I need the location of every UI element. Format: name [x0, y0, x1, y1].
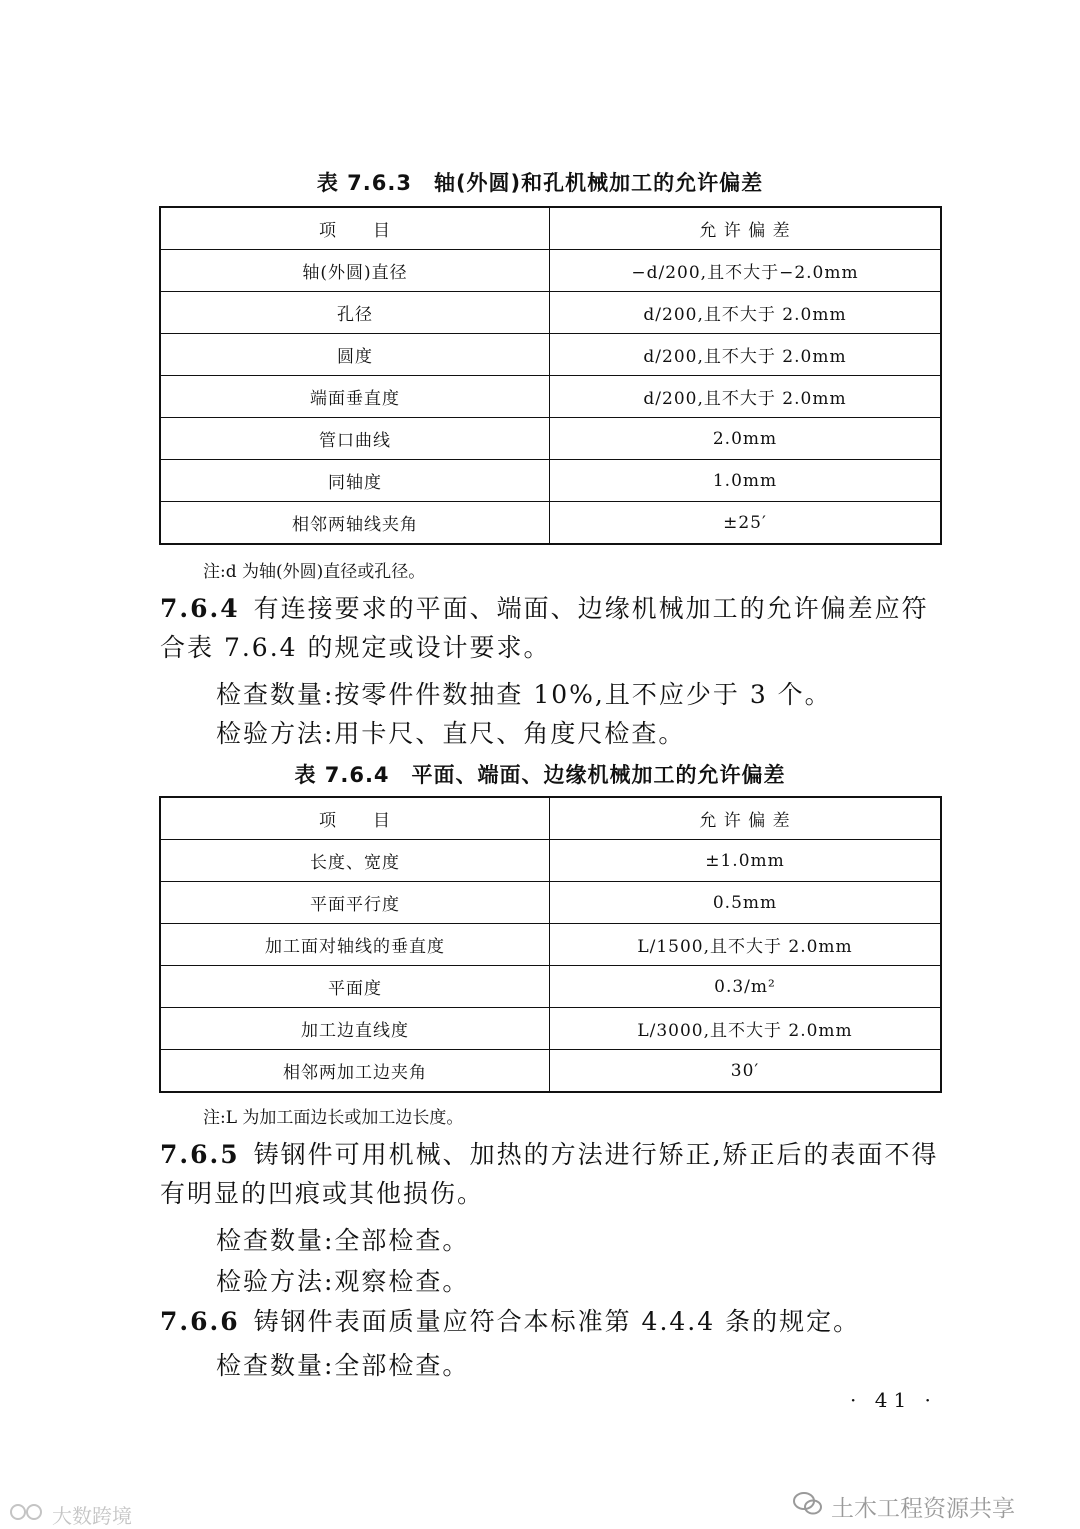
row-tolerance: L/1500,且不大于 2.0mm	[550, 924, 942, 966]
row-tolerance: 0.3/m²	[550, 966, 942, 1008]
table-row	[160, 292, 941, 334]
header-tolerance: 允 许 偏 差	[550, 207, 942, 250]
row-tolerance: 30′	[550, 1050, 942, 1093]
table-764-note: 注:L 为加工面边长或加工边长度。	[203, 1108, 464, 1128]
row-item: 管口曲线	[160, 418, 550, 460]
row-item: 相邻两轴线夹角	[160, 502, 550, 545]
clause-text: 铸钢件表面质量应符合本标准第 4.4.4 条的规定。	[253, 1307, 861, 1336]
check-method-765: 检验方法:观察检查。	[216, 1267, 470, 1296]
clause-text: 有连接要求的平面、端面、边缘机械加工的允许偏差应符合表 7.6.4 的规定或设计要求。	[160, 594, 929, 662]
table-763	[159, 206, 942, 545]
header-item: 项 目	[160, 797, 550, 840]
row-tolerance: d/200,且不大于 2.0mm	[550, 292, 942, 334]
wechat-icon	[793, 1491, 823, 1523]
row-tolerance: 0.5mm	[550, 882, 942, 924]
table-header-row	[160, 207, 941, 250]
table-764-caption: 表 7.6.4 平面、端面、边缘机械加工的允许偏差	[294, 763, 786, 787]
clause-766	[160, 1302, 942, 1341]
table-row	[160, 250, 941, 292]
check-quantity-764: 检查数量:按零件件数抽查 10%,且不应少于 3 个。	[216, 680, 832, 709]
clause-number: 7.6.5	[160, 1140, 240, 1169]
table-row	[160, 418, 941, 460]
clause-765	[160, 1135, 942, 1213]
check-quantity-765: 检查数量:全部检查。	[216, 1226, 470, 1255]
table-row	[160, 840, 941, 882]
row-item: 平面度	[160, 966, 550, 1008]
clause-number: 7.6.4	[160, 594, 240, 623]
page-number: · 41 ·	[850, 1388, 937, 1412]
header-tolerance: 允 许 偏 差	[550, 797, 942, 840]
clause-number: 7.6.6	[160, 1307, 240, 1336]
header-item: 项 目	[160, 207, 550, 250]
row-item: 加工边直线度	[160, 1008, 550, 1050]
table-row	[160, 1008, 941, 1050]
row-tolerance: ±1.0mm	[550, 840, 942, 882]
table-row	[160, 334, 941, 376]
check-method-764: 检验方法:用卡尺、直尺、角度尺检查。	[216, 719, 686, 748]
row-item: 端面垂直度	[160, 376, 550, 418]
row-tolerance: 2.0mm	[550, 418, 942, 460]
table-763-caption: 表 7.6.3 轴(外圆)和孔机械加工的允许偏差	[316, 171, 764, 195]
row-tolerance: 1.0mm	[550, 460, 942, 502]
row-item: 圆度	[160, 334, 550, 376]
watermark-left	[8, 1500, 132, 1529]
row-tolerance: d/200,且不大于 2.0mm	[550, 376, 942, 418]
row-item: 轴(外圆)直径	[160, 250, 550, 292]
row-item: 相邻两加工边夹角	[160, 1050, 550, 1093]
watermark-right	[793, 1490, 1015, 1523]
check-quantity-766: 检查数量:全部检查。	[216, 1351, 470, 1380]
clause-764	[160, 589, 942, 667]
row-item: 平面平行度	[160, 882, 550, 924]
row-item: 加工面对轴线的垂直度	[160, 924, 550, 966]
table-row	[160, 924, 941, 966]
row-item: 同轴度	[160, 460, 550, 502]
row-item: 孔径	[160, 292, 550, 334]
row-item: 长度、宽度	[160, 840, 550, 882]
table-row	[160, 882, 941, 924]
row-tolerance: d/200,且不大于 2.0mm	[550, 334, 942, 376]
row-tolerance: −d/200,且不大于−2.0mm	[550, 250, 942, 292]
row-tolerance: L/3000,且不大于 2.0mm	[550, 1008, 942, 1050]
table-row	[160, 460, 941, 502]
brand-logo-icon	[8, 1502, 46, 1527]
table-row	[160, 502, 941, 545]
table-header-row	[160, 797, 941, 840]
table-764	[159, 796, 942, 1093]
row-tolerance: ±25′	[550, 502, 942, 545]
watermark-right-text: 土木工程资源共享	[831, 1496, 1015, 1522]
table-row	[160, 376, 941, 418]
watermark-left-text: 大数跨境	[52, 1504, 132, 1528]
table-row	[160, 1050, 941, 1093]
clause-text: 铸钢件可用机械、加热的方法进行矫正,矫正后的表面不得有明显的凹痕或其他损伤。	[160, 1140, 939, 1208]
table-763-note: 注:d 为轴(外圆)直径或孔径。	[203, 562, 426, 582]
table-row	[160, 966, 941, 1008]
